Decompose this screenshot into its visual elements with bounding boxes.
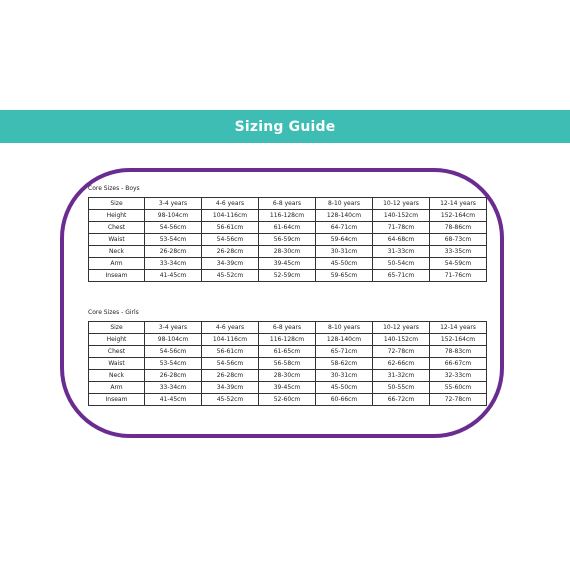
- table-cell: 31-32cm: [373, 370, 430, 382]
- table-cell: 128-140cm: [316, 334, 373, 346]
- table-cell: 50-54cm: [373, 258, 430, 270]
- header-cell-age: 12-14 years: [430, 198, 487, 210]
- table-cell: 55-60cm: [430, 382, 487, 394]
- table-cell: 45-50cm: [316, 382, 373, 394]
- table-cell: 140-152cm: [373, 210, 430, 222]
- table-cell: 78-83cm: [430, 346, 487, 358]
- table-cell: 61-64cm: [259, 222, 316, 234]
- row-label-cell: Waist: [89, 234, 145, 246]
- table-cell: 56-58cm: [259, 358, 316, 370]
- row-label-cell: Height: [89, 334, 145, 346]
- table-cell: 26-28cm: [202, 370, 259, 382]
- table-cell: 30-31cm: [316, 246, 373, 258]
- table-cell: 33-34cm: [145, 258, 202, 270]
- header-cell-age: 6-8 years: [259, 198, 316, 210]
- table-cell: 41-45cm: [145, 270, 202, 282]
- table-cell: 66-72cm: [373, 394, 430, 406]
- table-cell: 116-128cm: [259, 334, 316, 346]
- table-cell: 54-56cm: [145, 346, 202, 358]
- header-cell-age: 3-4 years: [145, 198, 202, 210]
- row-label-cell: Neck: [89, 370, 145, 382]
- table-cell: 64-68cm: [373, 234, 430, 246]
- header-cell-age: 8-10 years: [316, 322, 373, 334]
- header-cell-age: 12-14 years: [430, 322, 487, 334]
- table-cell: 26-28cm: [145, 370, 202, 382]
- row-label-cell: Height: [89, 210, 145, 222]
- table-cell: 45-52cm: [202, 270, 259, 282]
- header-cell-age: 4-6 years: [202, 198, 259, 210]
- table-header-row: [89, 198, 487, 210]
- table-cell: 104-116cm: [202, 210, 259, 222]
- table-cell: 66-67cm: [430, 358, 487, 370]
- table-row: [89, 210, 487, 222]
- table-cell: 59-64cm: [316, 234, 373, 246]
- table-row: [89, 370, 487, 382]
- table-cell: 45-50cm: [316, 258, 373, 270]
- girls-size-table: [88, 321, 487, 406]
- table-cell: 53-54cm: [145, 358, 202, 370]
- table-cell: 65-71cm: [373, 270, 430, 282]
- table-row: [89, 246, 487, 258]
- table-cell: 39-45cm: [259, 258, 316, 270]
- table-row: [89, 234, 487, 246]
- table-cell: 34-39cm: [202, 258, 259, 270]
- table-cell: 152-164cm: [430, 210, 487, 222]
- table-cell: 54-56cm: [145, 222, 202, 234]
- table-cell: 31-33cm: [373, 246, 430, 258]
- table-cell: 45-52cm: [202, 394, 259, 406]
- header-cell-age: 6-8 years: [259, 322, 316, 334]
- header-cell-age: 3-4 years: [145, 322, 202, 334]
- table-cell: 64-71cm: [316, 222, 373, 234]
- table-cell: 56-59cm: [259, 234, 316, 246]
- girls-section: [88, 309, 487, 406]
- row-label-cell: Inseam: [89, 270, 145, 282]
- girls-section-title: Core Sizes - Girls: [88, 309, 139, 316]
- table-cell: 50-55cm: [373, 382, 430, 394]
- header-cell-size: Size: [89, 322, 145, 334]
- table-cell: 34-39cm: [202, 382, 259, 394]
- table-cell: 71-78cm: [373, 222, 430, 234]
- table-cell: 61-65cm: [259, 346, 316, 358]
- table-row: [89, 346, 487, 358]
- table-cell: 26-28cm: [145, 246, 202, 258]
- table-cell: 58-62cm: [316, 358, 373, 370]
- page-title: Sizing Guide: [234, 118, 336, 135]
- table-cell: 56-61cm: [202, 222, 259, 234]
- table-cell: 152-164cm: [430, 334, 487, 346]
- table-row: [89, 382, 487, 394]
- row-label-cell: Neck: [89, 246, 145, 258]
- table-row: [89, 358, 487, 370]
- table-cell: 54-56cm: [202, 234, 259, 246]
- table-cell: 78-86cm: [430, 222, 487, 234]
- table-cell: 52-59cm: [259, 270, 316, 282]
- header-cell-size: Size: [89, 198, 145, 210]
- row-label-cell: Inseam: [89, 394, 145, 406]
- boys-size-table: [88, 197, 487, 282]
- table-cell: 140-152cm: [373, 334, 430, 346]
- header-cell-age: 4-6 years: [202, 322, 259, 334]
- table-cell: 104-116cm: [202, 334, 259, 346]
- table-cell: 52-60cm: [259, 394, 316, 406]
- title-banner: [0, 110, 570, 143]
- table-row: [89, 222, 487, 234]
- table-cell: 56-61cm: [202, 346, 259, 358]
- table-cell: 33-35cm: [430, 246, 487, 258]
- table-cell: 54-56cm: [202, 358, 259, 370]
- row-label-cell: Arm: [89, 382, 145, 394]
- table-cell: 72-78cm: [430, 394, 487, 406]
- table-cell: 98-104cm: [145, 210, 202, 222]
- header-cell-age: 10-12 years: [373, 198, 430, 210]
- table-cell: 98-104cm: [145, 334, 202, 346]
- table-cell: 60-66cm: [316, 394, 373, 406]
- header-cell-age: 8-10 years: [316, 198, 373, 210]
- boys-section: [88, 185, 487, 282]
- table-cell: 65-71cm: [316, 346, 373, 358]
- table-cell: 39-45cm: [259, 382, 316, 394]
- table-cell: 41-45cm: [145, 394, 202, 406]
- row-label-cell: Arm: [89, 258, 145, 270]
- table-cell: 32-33cm: [430, 370, 487, 382]
- row-label-cell: Chest: [89, 346, 145, 358]
- table-cell: 71-76cm: [430, 270, 487, 282]
- boys-section-title: Core Sizes - Boys: [88, 185, 140, 192]
- table-cell: 62-66cm: [373, 358, 430, 370]
- table-cell: 53-54cm: [145, 234, 202, 246]
- table-cell: 59-65cm: [316, 270, 373, 282]
- table-cell: 33-34cm: [145, 382, 202, 394]
- table-cell: 26-28cm: [202, 246, 259, 258]
- table-cell: 30-31cm: [316, 370, 373, 382]
- table-cell: 72-78cm: [373, 346, 430, 358]
- table-cell: 116-128cm: [259, 210, 316, 222]
- row-label-cell: Waist: [89, 358, 145, 370]
- table-row: [89, 334, 487, 346]
- row-label-cell: Chest: [89, 222, 145, 234]
- table-row: [89, 258, 487, 270]
- table-cell: 68-73cm: [430, 234, 487, 246]
- table-cell: 28-30cm: [259, 370, 316, 382]
- table-row: [89, 394, 487, 406]
- table-cell: 54-59cm: [430, 258, 487, 270]
- table-header-row: [89, 322, 487, 334]
- header-cell-age: 10-12 years: [373, 322, 430, 334]
- table-cell: 28-30cm: [259, 246, 316, 258]
- table-row: [89, 270, 487, 282]
- table-cell: 128-140cm: [316, 210, 373, 222]
